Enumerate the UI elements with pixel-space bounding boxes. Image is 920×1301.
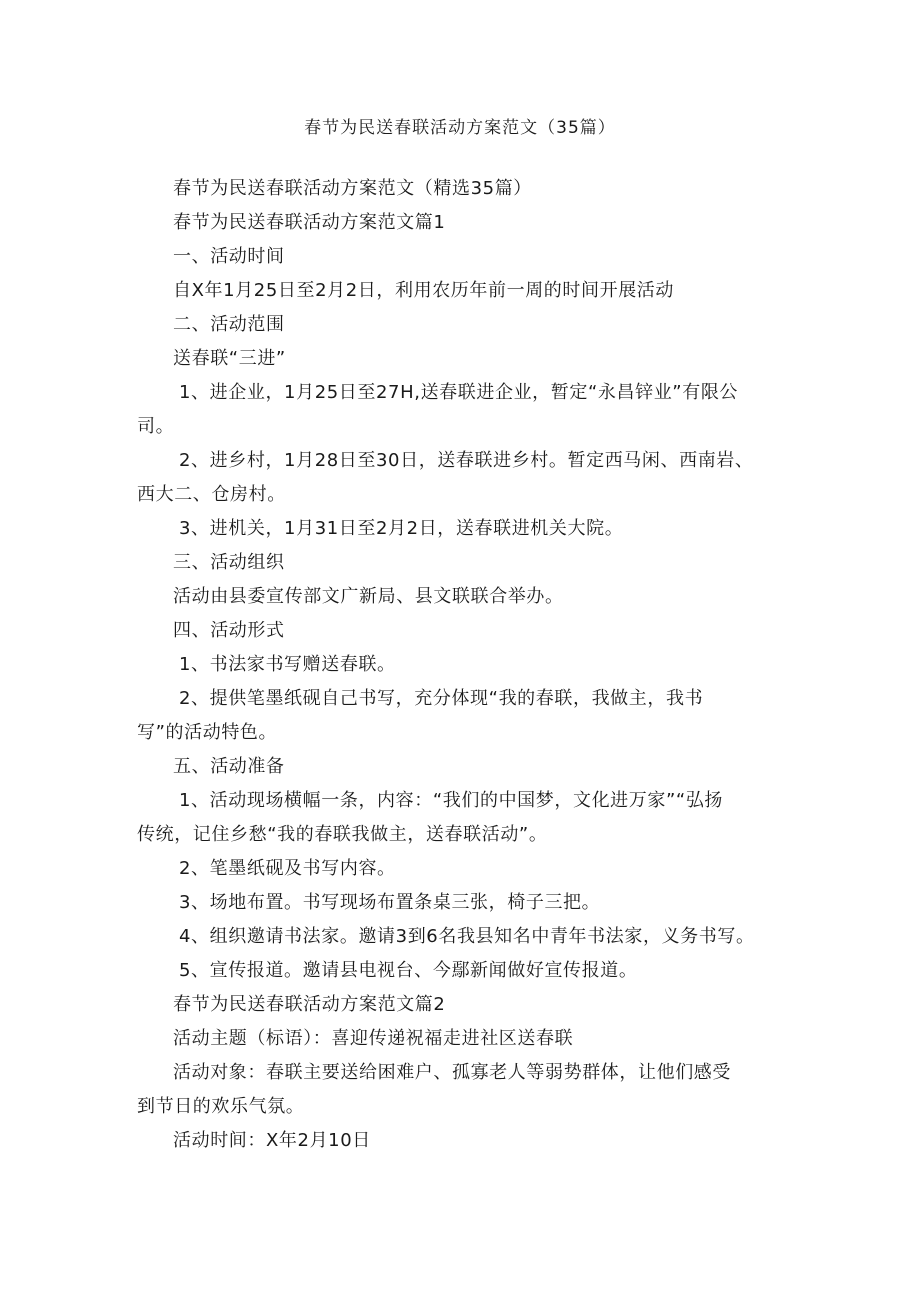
item-agency: 3、进机关，1月31日至2月2日，送春联进机关大院。 — [179, 518, 624, 539]
item-banner: 1、活动现场横幅一条，内容：“我们的中国梦，文化进万家”“弘扬 — [179, 790, 724, 811]
item-venue-setup: 3、场地布置。书写现场布置条桌三张，椅子三把。 — [179, 892, 601, 913]
paragraph-theme: 活动主题（标语）：喜迎传递祝福走进社区送春联 — [173, 1028, 574, 1049]
paragraph-three-entries: 送春联“三进” — [173, 348, 286, 369]
item-enterprise-continued: 司。 — [137, 416, 175, 437]
item-village: 2、进乡村，1月28日至30日，送春联进乡村。暂定西马闲、西南岩、 — [179, 450, 754, 471]
item-publicity: 5、宣传报道。邀请县电视台、今鄢新闻做好宣传报道。 — [179, 960, 638, 981]
item-invite-calligraphers: 4、组织邀请书法家。邀请3到6名我县知名中青年书法家，义务书写。 — [179, 926, 755, 947]
paragraph-target: 活动对象：春联主要送给困难户、孤寡老人等弱势群体，让他们感受 — [173, 1062, 731, 1083]
paragraph-organization: 活动由县委宣传部文广新局、县文联联合举办。 — [173, 586, 564, 607]
paragraph-time: 活动时间：X年2月10日 — [173, 1130, 371, 1151]
section-heading-2: 春节为民送春联活动方案范文篇2 — [173, 994, 446, 1015]
heading-activity-time: 一、活动时间 — [173, 246, 285, 267]
heading-organization: 三、活动组织 — [173, 552, 285, 573]
item-village-continued: 西大二、仓房村。 — [137, 484, 286, 505]
subtitle-line: 春节为民送春联活动方案范文（精选35篇） — [173, 178, 532, 199]
item-writing-materials: 2、笔墨纸砚及书写内容。 — [179, 858, 396, 879]
item-calligrapher: 1、书法家书写赠送春联。 — [179, 654, 396, 675]
item-self-writing-continued: 写”的活动特色。 — [137, 722, 278, 743]
item-enterprise: 1、进企业，1月25日至27H,送春联进企业，暂定“永昌锌业”有限公 — [179, 382, 739, 403]
item-banner-continued: 传统，记住乡愁“我的春联我做主，送春联活动”。 — [137, 824, 548, 845]
paragraph-activity-time: 自X年1月25日至2月2日，利用农历年前一周的时间开展活动 — [173, 280, 674, 301]
heading-activity-scope: 二、活动范围 — [173, 314, 285, 335]
item-self-writing: 2、提供笔墨纸砚自己书写，充分体现“我的春联，我做主，我书 — [179, 688, 704, 709]
paragraph-target-continued: 到节日的欢乐气氛。 — [137, 1096, 305, 1117]
document-body — [137, 172, 793, 1158]
heading-activity-form: 四、活动形式 — [173, 620, 285, 641]
section-heading-1: 春节为民送春联活动方案范文篇1 — [173, 212, 446, 233]
document-title: 春节为民送春联活动方案范文（35篇） — [304, 118, 616, 138]
heading-preparation: 五、活动准备 — [173, 756, 285, 777]
